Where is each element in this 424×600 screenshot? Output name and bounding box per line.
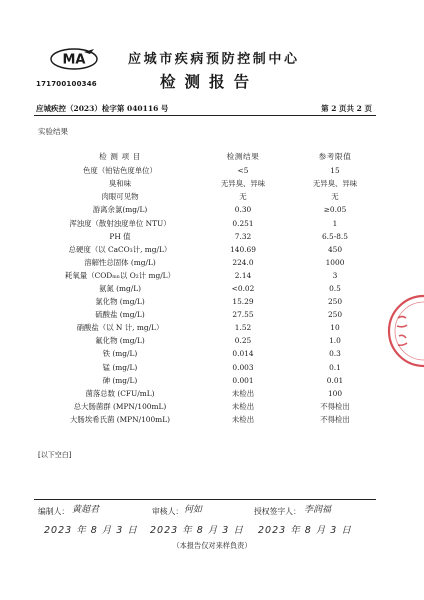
row-result: 0.001 <box>232 375 254 385</box>
row-item: 硝酸盐（以 N 计, mg/L） <box>76 323 164 333</box>
row-limit: 0.5 <box>329 283 341 293</box>
row-item: 游离余氯(mg/L) <box>92 205 148 215</box>
row-item: 锰 (mg/L) <box>102 362 138 372</box>
row-item: 菌落总数 (CFU/mL) <box>85 388 155 398</box>
ma-certification-logo-icon <box>50 48 98 70</box>
row-item: 氨氮 (mg/L) <box>98 283 142 293</box>
row-result: 无异臭、异味 <box>220 179 266 189</box>
row-limit: 0.3 <box>329 349 341 359</box>
table-row <box>40 243 384 256</box>
row-limit: 0.01 <box>326 375 344 385</box>
row-result: 15.29 <box>232 297 254 307</box>
row-result: 2.14 <box>234 270 252 280</box>
table-row <box>40 230 384 243</box>
table-row <box>40 203 384 216</box>
red-seal-stamp-icon <box>384 292 424 370</box>
row-result: 0.25 <box>234 336 252 346</box>
row-limit: 不得检出 <box>320 401 350 411</box>
approver-signature: 李润福 <box>304 505 332 515</box>
compiler-date: 2023 年 8 月 3 日 <box>44 525 138 536</box>
row-limit: 450 <box>327 244 343 254</box>
row-limit: 无 <box>331 192 339 202</box>
table-row <box>40 387 384 400</box>
row-result: 0.003 <box>232 362 254 372</box>
page-number: 第 2 页共 2 页 <box>321 104 372 113</box>
table-row <box>40 295 384 308</box>
header-item: 检 测 项 目 <box>99 152 141 162</box>
header-divider <box>34 115 376 116</box>
row-limit: 1 <box>332 218 338 228</box>
table-row <box>40 361 384 374</box>
reference-number: 应城疾控（2023）检字第 040116 号 <box>36 104 169 113</box>
row-limit: 不得检出 <box>320 414 350 424</box>
table-body <box>40 164 384 426</box>
row-limit: 1.0 <box>329 336 341 346</box>
row-item: 溶解性总固体 (mg/L) <box>84 257 156 267</box>
row-result: 0.30 <box>234 205 252 215</box>
row-limit: ≥0.05 <box>323 205 347 215</box>
row-item: 耗氧量（CODₘₙ以 O₂计 mg/L） <box>65 270 175 280</box>
table-end-note: [以下空白] <box>38 451 72 459</box>
reviewer-label: 审核人： <box>152 507 184 516</box>
row-item: 铁 (mg/L) <box>102 349 138 359</box>
header-limit: 参考限值 <box>318 152 352 162</box>
table-row <box>40 256 384 269</box>
row-limit: 3 <box>332 270 338 280</box>
row-result: 0.014 <box>232 349 254 359</box>
row-result: 224.0 <box>232 257 254 267</box>
row-limit: 1000 <box>325 257 345 267</box>
approver-label: 授权签字人： <box>254 507 301 516</box>
row-result: <0.02 <box>231 283 255 293</box>
row-item: 浑浊度（散射浊度单位 NTU） <box>69 218 171 228</box>
table-row <box>40 269 384 282</box>
table-row <box>40 400 384 413</box>
compiler-label: 编制人： <box>38 507 70 516</box>
row-result: 未检出 <box>231 388 255 398</box>
footer-note: （本报告仅对来样負责） <box>172 541 252 550</box>
table-row <box>40 282 384 295</box>
table-header-row <box>40 150 384 163</box>
row-result: <5 <box>237 166 249 176</box>
section-title: 实验结果 <box>38 127 68 136</box>
approver-date: 2023 年 8 月 3 日 <box>258 525 352 536</box>
row-result: 1.52 <box>234 323 252 333</box>
row-limit: 0.1 <box>329 362 341 372</box>
header-result: 检测结果 <box>226 152 260 162</box>
reviewer-date: 2023 年 8 月 3 日 <box>150 525 244 536</box>
row-limit: 250 <box>327 310 343 320</box>
row-result: 未检出 <box>231 414 255 424</box>
table-row <box>40 216 384 229</box>
row-result: 27.55 <box>232 310 254 320</box>
results-table <box>40 150 384 426</box>
row-result: 140.69 <box>230 244 256 254</box>
row-limit: 100 <box>327 388 343 398</box>
row-item: 色度（铂钴色度单位） <box>83 166 157 176</box>
table-row <box>40 190 384 203</box>
row-item: 硫酸盐 (mg/L) <box>95 310 145 320</box>
row-limit: 15 <box>330 166 340 176</box>
document-title: 检测报告 <box>160 72 259 91</box>
row-item: 大肠埃希氏菌 (MPN/100mL) <box>70 414 170 424</box>
row-limit: 6.5-8.5 <box>321 231 348 241</box>
certification-code: 171700100346 <box>36 80 97 88</box>
row-result: 7.32 <box>234 231 252 241</box>
row-limit: 250 <box>327 297 343 307</box>
row-item: 氯化物 (mg/L) <box>95 297 145 307</box>
row-result: 0.251 <box>232 218 254 228</box>
row-result: 无 <box>239 192 247 202</box>
row-item: 砷 (mg/L) <box>102 375 138 385</box>
reviewer-signature: 何如 <box>184 505 203 515</box>
row-item: PH 值 <box>109 231 131 241</box>
row-item: 总大肠菌群 (MPN/100mL) <box>73 401 167 411</box>
row-item: 总硬度（以 CaCO₃计, mg/L） <box>68 244 172 254</box>
row-item: 氟化物 (mg/L) <box>95 336 145 346</box>
table-row <box>40 164 384 177</box>
row-result: 未检出 <box>231 401 255 411</box>
row-limit: 无异臭、异味 <box>312 179 358 189</box>
row-item: 臭和味 <box>108 179 132 189</box>
signature-divider <box>34 499 376 500</box>
table-row <box>40 374 384 387</box>
table-row <box>40 308 384 321</box>
row-item: 肉眼可见物 <box>101 192 139 202</box>
table-row <box>40 334 384 347</box>
row-limit: 10 <box>330 323 340 333</box>
table-row <box>40 177 384 190</box>
table-row <box>40 413 384 426</box>
svg-text:MA: MA <box>62 52 86 68</box>
compiler-signature: 黄超君 <box>72 505 100 515</box>
table-row <box>40 321 384 334</box>
organization-name: 应城市疾病预防控制中心 <box>128 52 300 67</box>
table-row <box>40 347 384 360</box>
